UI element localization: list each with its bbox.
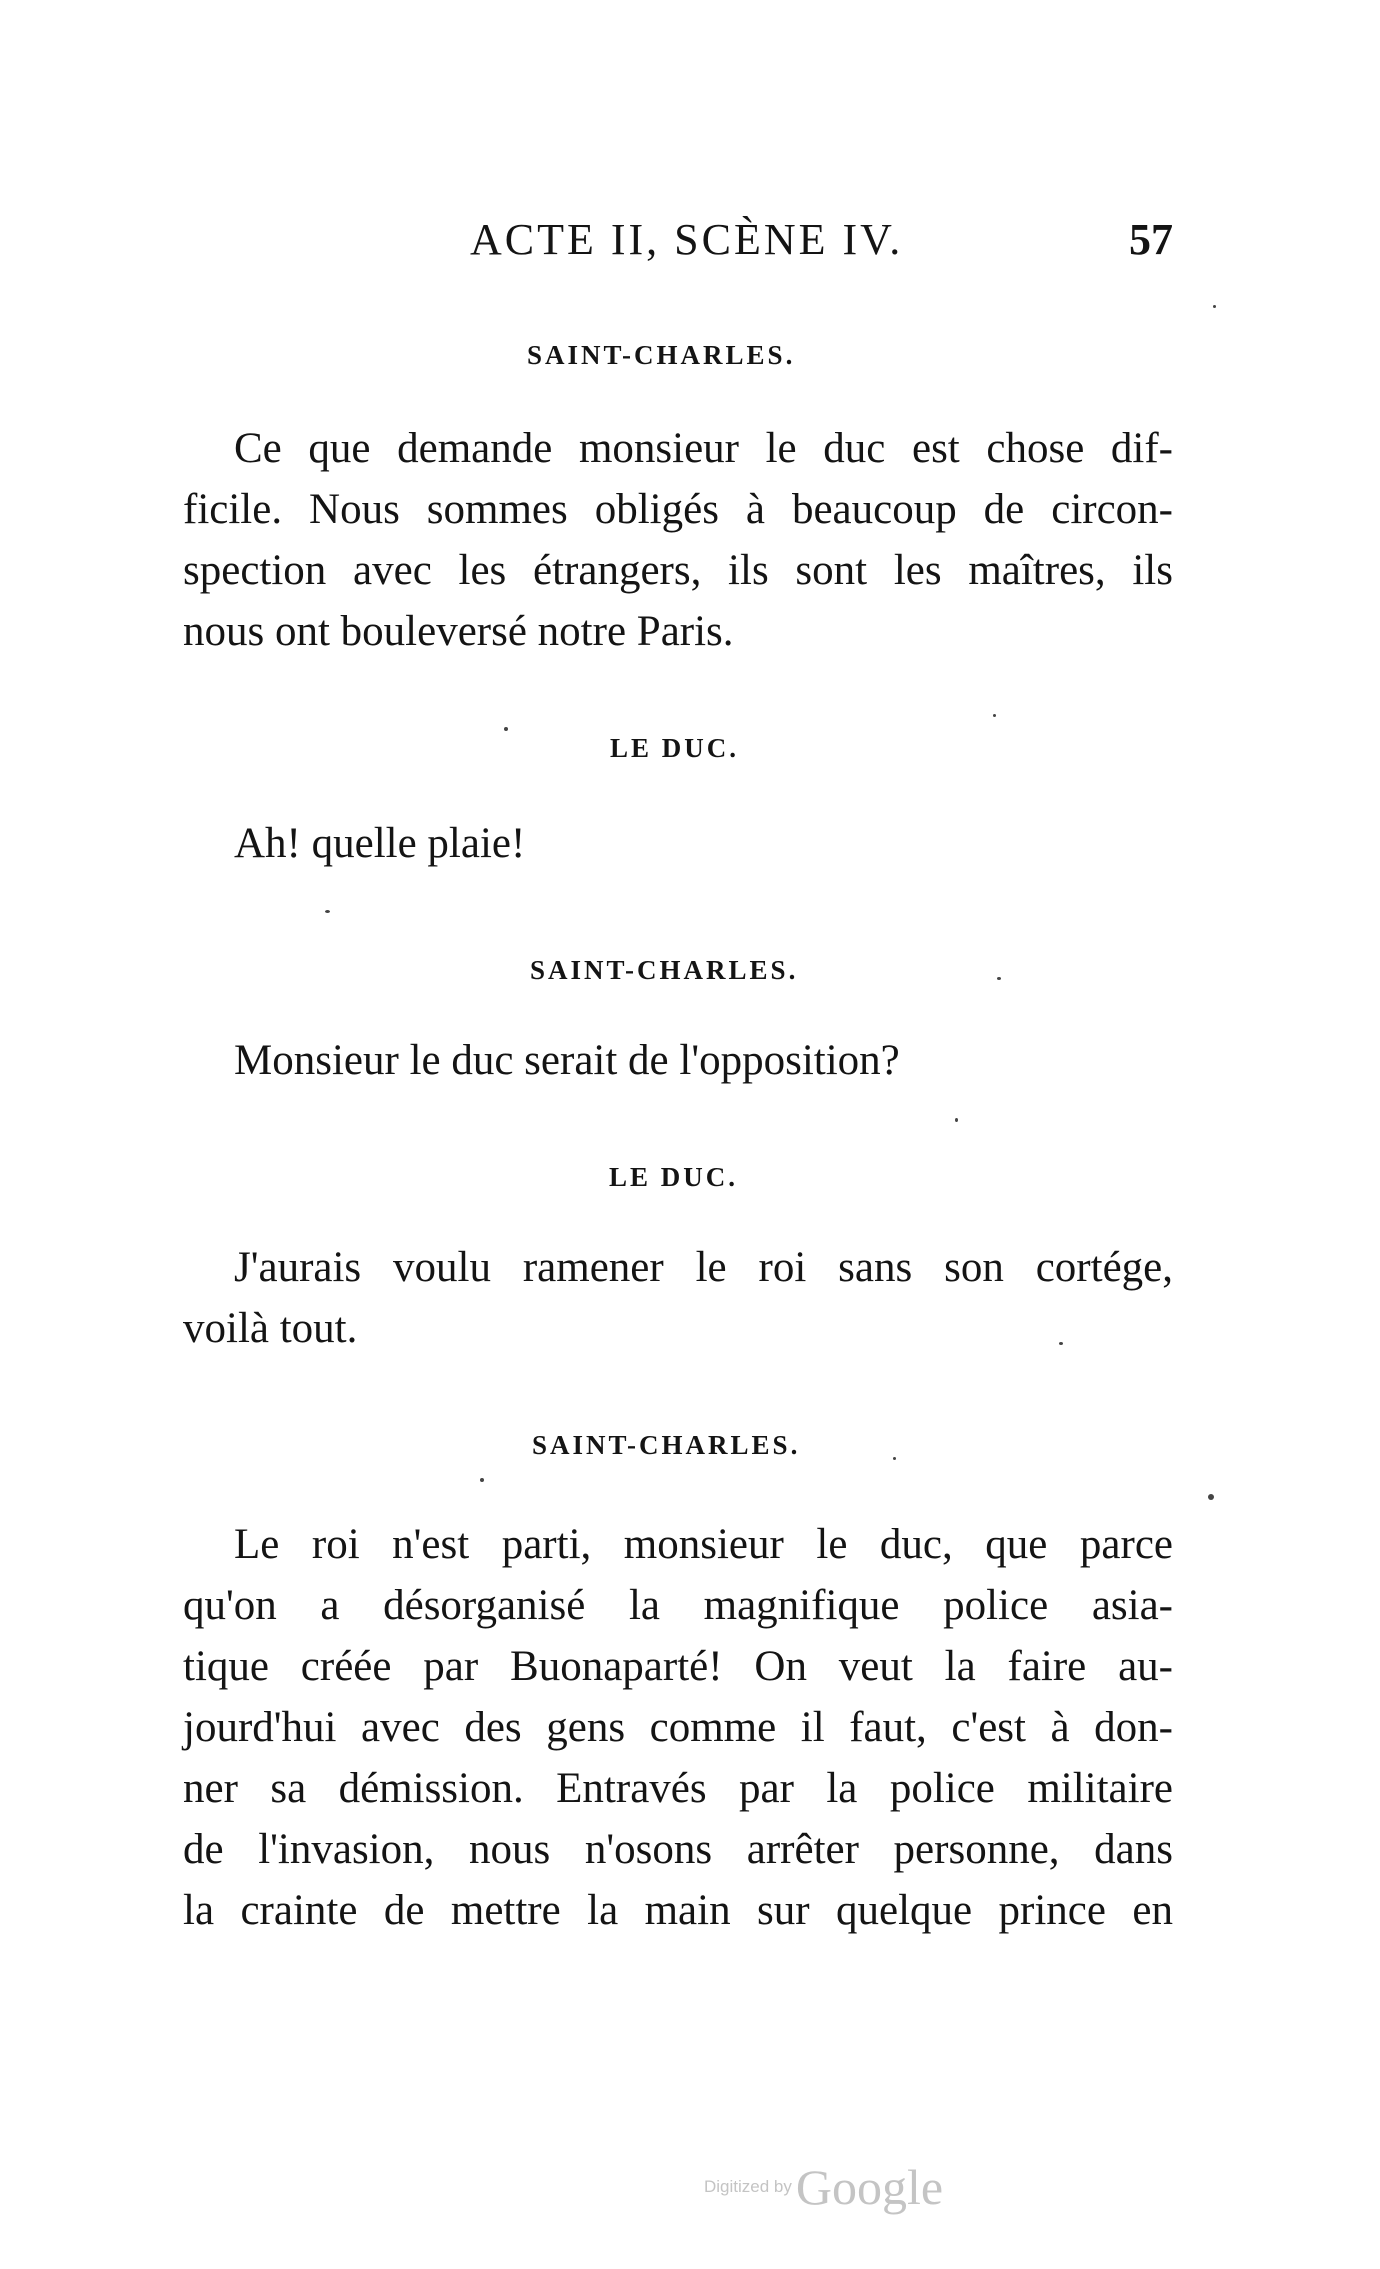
text-line: qu'on a désorganisé la magnifique police asia- — [183, 1582, 1173, 1629]
text-line: voilà tout. — [183, 1305, 358, 1352]
dialogue-paragraph — [183, 418, 1173, 662]
scan-speck — [993, 714, 996, 717]
speaker-label: SAINT-CHARLES. — [527, 340, 796, 370]
scan-speck — [955, 1118, 958, 1122]
text-line: jourd'hui avec des gens comme il faut, c'est à don- — [183, 1704, 1173, 1751]
text-line: Le roi n'est parti, monsieur le duc, que parce — [234, 1521, 1173, 1568]
text-line: nous ont bouleversé notre Paris. — [183, 608, 734, 655]
dialogue-paragraph — [183, 1514, 1173, 1941]
scan-speck — [893, 1457, 896, 1460]
text-line: ficile. Nous sommes obligés à beaucoup de circon- — [183, 486, 1173, 533]
dialogue-paragraph — [183, 1237, 1173, 1359]
speaker-label: LE DUC. — [609, 1162, 739, 1192]
speaker-label: SAINT-CHARLES. — [530, 955, 799, 985]
speaker-label: SAINT-CHARLES. — [532, 1430, 801, 1460]
text-line: tique créée par Buonaparté! On veut la faire au- — [183, 1643, 1173, 1690]
speaker-label: LE DUC. — [610, 733, 740, 763]
text-line: spection avec les étrangers, ils sont les maîtres, ils — [183, 547, 1173, 594]
scan-speck — [325, 910, 330, 913]
page-number: 57 — [1129, 215, 1173, 264]
scan-speck — [1208, 1494, 1214, 1500]
scan-speck — [1213, 305, 1216, 308]
watermark-brand: Google — [795, 2159, 944, 2215]
text-line: ner sa démission. Entravés par la police militaire — [183, 1765, 1173, 1812]
text-line: J'aurais voulu ramener le roi sans son cortége, — [234, 1244, 1173, 1291]
scan-speck — [1059, 1342, 1063, 1345]
text-line: Ce que demande monsieur le duc est chose dif- — [234, 425, 1173, 472]
watermark-prefix: Digitized by — [704, 2177, 792, 2196]
text-line: Ah! quelle plaie! — [234, 820, 526, 867]
scan-speck — [504, 727, 508, 731]
scan-speck — [997, 977, 1001, 980]
scan-speck — [480, 1478, 484, 1482]
text-line: Monsieur le duc serait de l'opposition? — [234, 1037, 900, 1084]
text-line: la crainte de mettre la main sur quelque prince en — [183, 1887, 1173, 1934]
digitized-watermark — [704, 2158, 943, 2216]
running-title: ACTE II, SCÈNE IV. — [470, 215, 904, 264]
text-line: de l'invasion, nous n'osons arrêter personne, dans — [183, 1826, 1173, 1873]
